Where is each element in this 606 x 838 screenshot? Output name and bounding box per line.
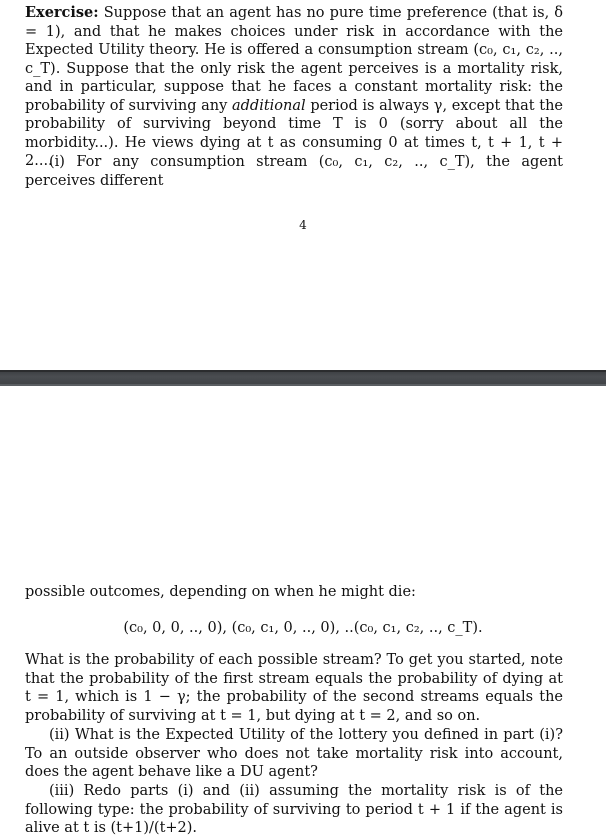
part-ii-question: (ii) What is the Expected Utility of the lottery you defined in part (i)? To an outside observer who does not take mortality risk into account, does the agent behave like a DU agent?: [25, 727, 563, 780]
exercise-text-rest: period is always γ, except that the probability of surviving beyond time T is 0 (sorry about all the morbidity...). He views dying at t as consuming 0 at times t, t + 1, t + 2....: [25, 97, 563, 169]
exercise-paragraph: [25, 4, 563, 171]
exercise-italic-word: additional: [231, 97, 306, 114]
page-top: [0, 0, 606, 370]
page-separator: [0, 370, 606, 386]
part-iii-question: (iii) Redo parts (i) and (ii) assuming the mortality risk is of the following type: the probability of surviving to period t + 1 if the agent is alive at t is (t+1)/(t+2).: [25, 783, 563, 836]
separator-edge-top: [0, 370, 606, 372]
exercise-label: Exercise:: [25, 4, 99, 21]
page-number: 4: [299, 218, 307, 232]
part-i-intro: (i) For any consumption stream (c₀, c₁, c₂, .., c_T), the agent perceives different: [25, 154, 563, 189]
outcomes-intro: possible outcomes, depending on when he might die:: [25, 584, 416, 600]
probability-question: What is the probability of each possible stream? To get you started, note that the probability of the first stream equals the probability of dying at t = 1, which is 1 − γ; the probability of the second streams equals the probability of surviving at t = 1, but dying at t = 2, and so on.: [25, 652, 563, 724]
outcomes-equation: (c₀, 0, 0, .., 0), (c₀, c₁, 0, .., 0), ..(c₀, c₁, c₂, .., c_T).: [123, 620, 483, 636]
exercise-text: Suppose that an agent has no pure time preference (that is, δ = 1), and that he makes choices under risk in accordance with the Expected Utility theory. He is offered a consumption stream (c₀, c₁, c₂, .., c_T). Suppose that the only risk the agent perceives is a mortality risk, and in particular, suppose that he faces a constant mortality risk: the probability of surviving any: [25, 5, 563, 114]
